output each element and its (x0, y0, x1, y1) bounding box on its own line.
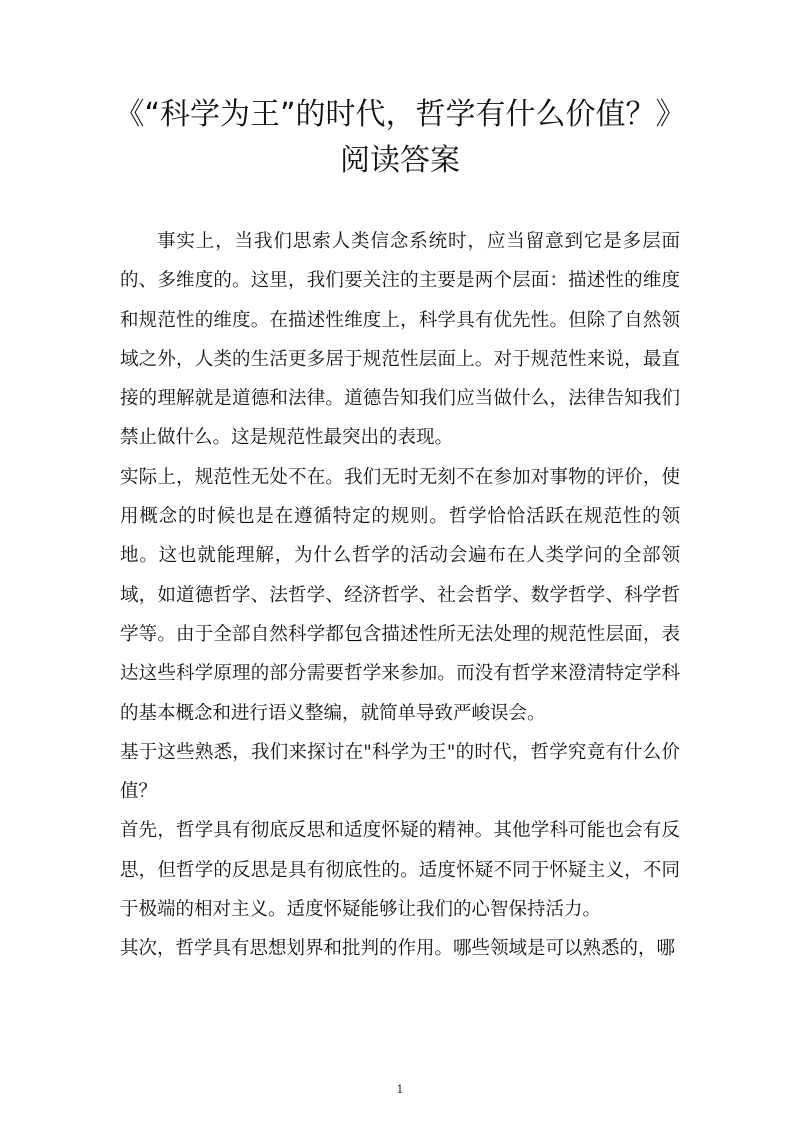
document-body (120, 222, 680, 969)
paragraph: 其次，哲学具有思想划界和批判的作用。哪些领域是可以熟悉的，哪 (120, 938, 676, 960)
title-line-2: 阅读答案 (340, 143, 460, 178)
paragraph: 基于这些熟悉，我们来探讨在"科学为王"的时代，哲学究竟有什么价值？ (120, 741, 680, 803)
title-line-1: 《“科学为王”的时代，哲学有什么价值？》 (114, 97, 686, 132)
page-number: 1 (396, 1083, 404, 1096)
document-title (100, 92, 700, 184)
paragraph: 首先，哲学具有彻底反思和适度怀疑的精神。其他学科可能也会有反思，但哲学的反思是具有彻底性的。适度怀疑不同于怀疑主义，不同于极端的相对主义。适度怀疑能够让我们的心智保持活力。 (120, 820, 680, 921)
paragraph: 实际上，规范性无处不在。我们无时无刻不在参加对事物的评价，使用概念的时候也是在遵循特定的规则。哲学恰恰活跃在规范性的领地。这也就能理解，为什么哲学的活动会遍布在人类学问的全部领域，如道德哲学、法哲学、经济哲学、社会哲学、数学哲学、科学哲学等。由于全部自然科学都包含描述性所无法处理的规范性层面，表达这些科学原理的部分需要哲学来参加。而没有哲学来澄清特定学科的基本概念和进行语义整编，就简单导致严峻误会。 (120, 466, 680, 724)
paragraph: 事实上，当我们思索人类信念系统时，应当留意到它是多层面的、多维度的。这里，我们要关注的主要是两个层面：描述性的维度和规范性的维度。在描述性维度上，科学具有优先性。但除了自然领域之外，人类的生活更多居于规范性层面上。对于规范性来说，最直接的理解就是道德和法律。道德告知我们应当做什么，法律告知我们禁止做什么。这是规范性最突出的表现。 (120, 231, 680, 449)
